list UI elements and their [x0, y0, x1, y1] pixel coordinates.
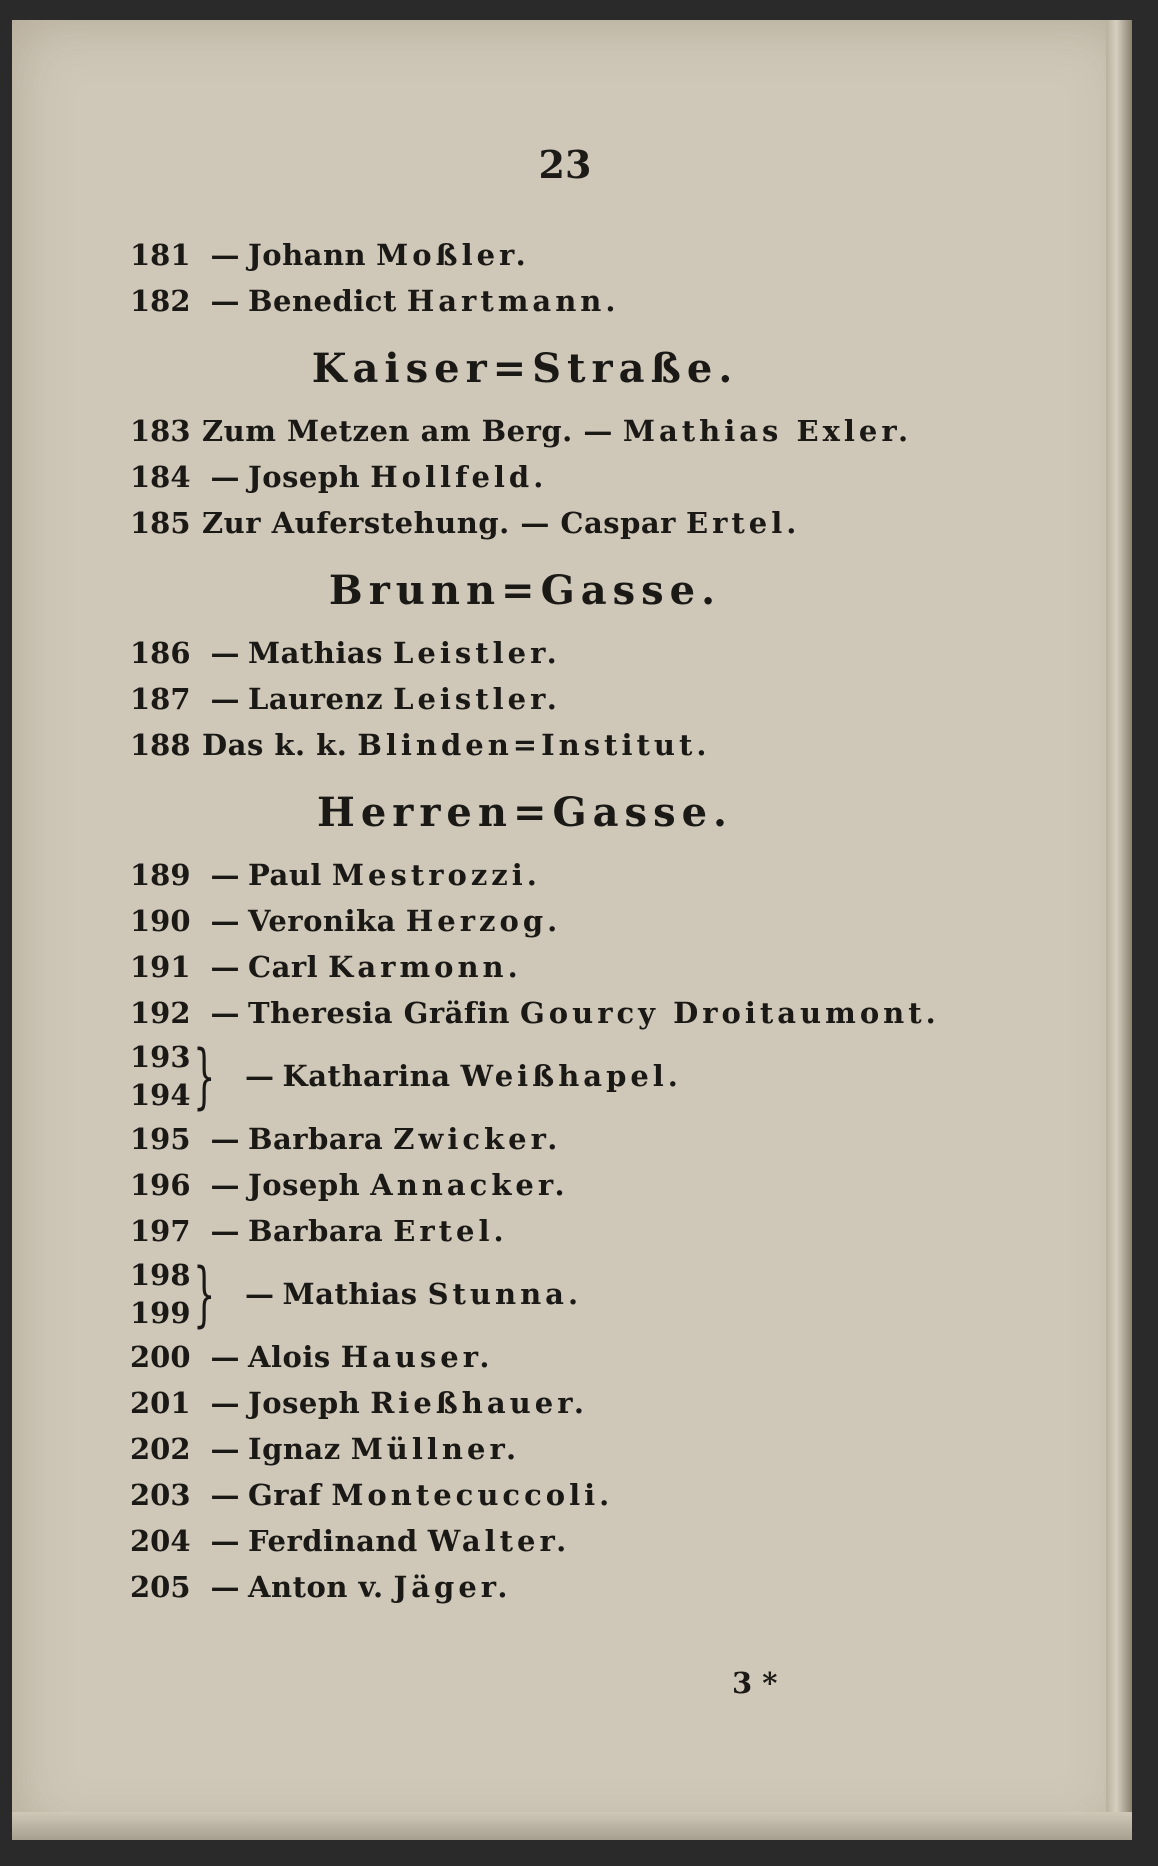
register-entry — [130, 630, 1030, 676]
page-number: 23 — [538, 142, 592, 187]
house-number: 205 — [130, 1570, 191, 1604]
owner-given-name: Mathias — [282, 1277, 418, 1311]
house-numbers — [130, 1038, 191, 1114]
owner-surname: Montecuccoli. — [331, 1478, 614, 1512]
register-entry — [130, 408, 1030, 454]
owner-surname: Mathias Exler. — [622, 414, 913, 448]
section-heading: Brunn=Gasse. — [328, 567, 722, 614]
owner-surname: Ertel. — [393, 1214, 508, 1248]
owner-surname: Hauser. — [340, 1340, 494, 1374]
entry-dash: — — [210, 1168, 240, 1202]
owner-surname: Moßler. — [376, 238, 530, 272]
owner-given-name: Carl — [248, 950, 319, 984]
register-entry — [130, 278, 1030, 324]
owner-surname: Blinden=Institut. — [357, 728, 711, 762]
house-number: 187 — [130, 682, 191, 716]
register-entry — [130, 944, 1030, 990]
house-number: 196 — [130, 1168, 191, 1202]
owner-surname: Mestrozzi. — [331, 858, 541, 892]
owner-given-name: Benedict — [248, 284, 397, 318]
owner-given-name: Das k. k. — [202, 728, 348, 762]
brace-icon: } — [193, 1035, 216, 1117]
owner-surname: Karmonn. — [328, 950, 522, 984]
house-number: 191 — [130, 950, 191, 984]
register-entry — [130, 1162, 1030, 1208]
owner-given-name: Katharina — [282, 1059, 451, 1093]
entry-dash: — — [210, 996, 240, 1030]
entry-dash: — — [210, 1570, 240, 1604]
owner-surname: Hartmann. — [406, 284, 620, 318]
house-number: 198 — [130, 1258, 191, 1292]
register-entry — [130, 990, 1030, 1036]
entry-dash: — — [245, 1059, 275, 1093]
entry-dash: — — [210, 284, 240, 318]
owner-surname: Annacker. — [370, 1168, 569, 1202]
register-entry — [130, 1472, 1030, 1518]
owner-given-name: Joseph — [248, 460, 361, 494]
register-entry — [130, 898, 1030, 944]
owner-surname: Walter. — [427, 1524, 571, 1558]
owner-given-name: Joseph — [248, 1168, 361, 1202]
owner-surname: Leistler. — [393, 682, 561, 716]
entry-dash: — — [210, 858, 240, 892]
owner-given-name: Joseph — [248, 1386, 361, 1420]
house-number: 185 — [130, 506, 191, 540]
entry-dash: — — [210, 1214, 240, 1248]
house-number: 186 — [130, 636, 191, 670]
owner-given-name: Anton v. — [248, 1570, 384, 1604]
entry-dash: — — [210, 636, 240, 670]
entry-dash: — — [210, 460, 240, 494]
owner-given-name: Mathias — [248, 636, 384, 670]
register-entry — [130, 1208, 1030, 1254]
house-number: 193 — [130, 1040, 191, 1074]
house-number: 190 — [130, 904, 191, 938]
house-number: 203 — [130, 1478, 191, 1512]
owner-surname: Weißhapel. — [460, 1059, 682, 1093]
entry-dash: — — [210, 1122, 240, 1156]
house-number: 195 — [130, 1122, 191, 1156]
owner-given-name: Zur Auferstehung. — Caspar — [202, 506, 676, 540]
book-page — [12, 20, 1132, 1840]
register-entry — [130, 722, 1030, 768]
house-number: 197 — [130, 1214, 191, 1248]
owner-given-name: Barbara — [248, 1122, 384, 1156]
entry-dash: — — [210, 1524, 240, 1558]
house-numbers — [130, 1256, 191, 1332]
owner-surname: Ertel. — [685, 506, 801, 540]
entry-dash: — — [210, 1432, 240, 1466]
register-entry — [130, 500, 1030, 546]
owner-surname: Rießhauer. — [370, 1386, 588, 1420]
owner-given-name: Ignaz — [248, 1432, 341, 1466]
register-entry — [130, 1116, 1030, 1162]
house-number: 204 — [130, 1524, 191, 1558]
owner-surname: Leistler. — [393, 636, 561, 670]
owner-given-name: Zum Metzen am Berg. — — [202, 414, 613, 448]
entry-dash: — — [210, 1478, 240, 1512]
house-number: 183 — [130, 414, 191, 448]
owner-given-name: Veronika — [248, 904, 396, 938]
register-entry — [130, 852, 1030, 898]
owner-given-name: Alois — [248, 1340, 331, 1374]
house-number: 201 — [130, 1386, 191, 1420]
house-number: 188 — [130, 728, 191, 762]
address-register — [130, 232, 1030, 1610]
entry-dash: — — [210, 1386, 240, 1420]
owner-surname: Zwicker. — [393, 1122, 562, 1156]
register-entry — [130, 1380, 1030, 1426]
register-entry — [130, 676, 1030, 722]
owner-given-name: Barbara — [248, 1214, 384, 1248]
house-number: 184 — [130, 460, 191, 494]
owner-surname: Müllner. — [350, 1432, 521, 1466]
owner-given-name: Johann — [248, 238, 367, 272]
register-entry — [130, 1426, 1030, 1472]
signature-mark: 3 * — [732, 1666, 778, 1700]
owner-given-name: Graf — [248, 1478, 322, 1512]
register-entry — [130, 1564, 1030, 1610]
owner-surname: Hollfeld. — [370, 460, 548, 494]
owner-given-name: Laurenz — [248, 682, 384, 716]
section-heading: Kaiser=Straße. — [311, 345, 739, 392]
register-entry — [130, 454, 1030, 500]
register-entry-group — [130, 1036, 1030, 1116]
page-bottom-edge — [12, 1812, 1132, 1840]
section-heading: Herren=Gasse. — [317, 789, 733, 836]
owner-given-name: Ferdinand — [248, 1524, 418, 1558]
owner-surname: Stunna. — [427, 1277, 583, 1311]
owner-surname: Jäger. — [393, 1570, 512, 1604]
owner-given-name: Paul — [248, 858, 322, 892]
house-number: 182 — [130, 284, 191, 318]
entry-dash: — — [210, 1340, 240, 1374]
house-number: 189 — [130, 858, 191, 892]
entry-dash: — — [210, 950, 240, 984]
page-spine-edge — [1106, 20, 1132, 1840]
house-number: 192 — [130, 996, 191, 1030]
house-number: 181 — [130, 238, 191, 272]
register-entry — [130, 232, 1030, 278]
brace-icon: } — [193, 1253, 216, 1335]
house-number: 199 — [130, 1296, 191, 1330]
entry-dash: — — [210, 682, 240, 716]
register-entry — [130, 1334, 1030, 1380]
owner-surname: Herzog. — [405, 904, 562, 938]
entry-dash: — — [210, 238, 240, 272]
register-entry-group — [130, 1254, 1030, 1334]
owner-given-name: Theresia Gräfin — [248, 996, 510, 1030]
house-number: 202 — [130, 1432, 191, 1466]
entry-dash: — — [210, 904, 240, 938]
house-number: 194 — [130, 1078, 191, 1112]
entry-dash: — — [245, 1277, 275, 1311]
register-entry — [130, 1518, 1030, 1564]
house-number: 200 — [130, 1340, 191, 1374]
owner-surname: Gourcy Droitaumont. — [520, 996, 940, 1030]
